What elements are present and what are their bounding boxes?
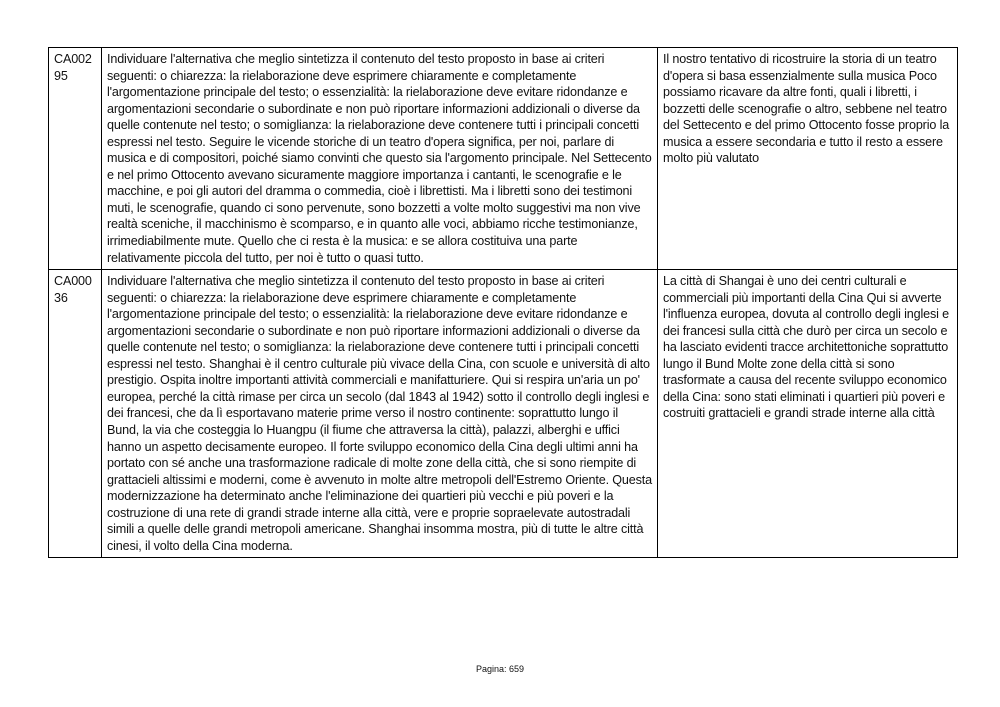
question-prompt-cell: Individuare l'alternativa che meglio sintetizza il contenuto del testo proposto in base ai criteri seguenti: o chiarezza: la rielaborazione deve esprimere chiaramente e completamente l'argomentazione principale del testo; o essenzialità: la rielaborazione deve evitare ridondanze e argomentazioni secondarie o subordinate e non può riportare informazioni addizionali o diverse da quelle contenute nel testo; o somiglianza: la rielaborazione deve contenere tutti i principali concetti espressi nel testo. Shanghai è il centro culturale più vivace della Cina, con scuole e università di alto prestigio. Ospita inoltre importanti attività commerciali e manifatturiere. Qui si respira un'aria un po' europea, perché la città rimase per circa un secolo (dal 1843 al 1942) sotto il controllo degli inglesi e dei francesi, che da lì esportavano materie prime verso il nostro continente: soprattutto lungo il Bund, la via che costeggia lo Huangpu (il fiume che attraversa la città), palazzi, alberghi e uffici hanno un aspetto decisamente europeo. Il forte sviluppo economico della Cina degli ultimi anni ha portato con sé anche una trasformazione radicale di molte zone della città, che si sono riempite di grattacieli altissimi e moderni, come è avvenuto in molte altre metropoli dell'Estremo Oriente. Questa modernizzazione ha determinato anche l'eliminazione dei quartieri più vecchi e più poveri e la costruzione di una rete di grandi strade interne alla città, vere e proprie sopraelevate autostradali simili a quelle delle grandi metropoli americane. Shanghai insomma mostra, più di tutte le altre città cinesi, il volto della Cina moderna. bbox=[102, 270, 658, 558]
table-row bbox=[49, 270, 958, 558]
table-row bbox=[49, 48, 958, 270]
page-number: Pagina: 659 bbox=[475, 664, 525, 674]
question-id-cell: CA00295 bbox=[49, 48, 102, 270]
question-prompt-cell: Individuare l'alternativa che meglio sintetizza il contenuto del testo proposto in base ai criteri seguenti: o chiarezza: la rielaborazione deve esprimere chiaramente e completamente l'argomentazione principale del testo; o essenzialità: la rielaborazione deve evitare ridondanze e argomentazioni secondarie o subordinate e non può riportare informazioni addizionali o diverse da quelle contenute nel testo; o somiglianza: la rielaborazione deve contenere tutti i principali concetti espressi nel testo. Seguire le vicende storiche di un teatro d'opera significa, per noi, parlare di musica e di compositori, poiché siamo convinti che questo sia l'argomento principale. Nel Settecento e nel primo Ottocento avevano sicuramente maggiore importanza i cantanti, le scenografie e le macchine, e poi gli autori del dramma o commedia, cioè i librettisti. Ma i libretti sono dei testimoni muti, le scenografie, quando ci sono pervenute, sono bozzetti a volte molto suggestivi ma non vive realtà sceniche, il macchinismo è scomparso, e in quanto alle voci, abbiamo ricche testimonianze, irrimediabilmente mute. Quello che ci resta è la musica: e se allora costituiva una parte relativamente piccola del tutto, per noi è tutto o quasi tutto. bbox=[102, 48, 658, 270]
question-id-cell: CA00036 bbox=[49, 270, 102, 558]
answer-cell: La città di Shangai è uno dei centri culturali e commerciali più importanti della Cina Qui si avverte l'influenza europea, dovuta al controllo degli inglesi e dei francesi sulla città che durò per circa un secolo e ha lasciato evidenti tracce architettoniche soprattutto lungo il Bund Molte zone della città si sono trasformate a causa del recente sviluppo economico della Cina: sono stati eliminati i quartieri più poveri e costruiti grattacieli e grandi strade interne alla città bbox=[658, 270, 958, 558]
answer-cell: Il nostro tentativo di ricostruire la storia di un teatro d'opera si basa essenzialmente sulla musica Poco possiamo ricavare da altre fonti, quali i libretti, i bozzetti delle scenografie o altro, sebbene nel teatro del Settecento e del primo Ottocento fosse proprio la musica a essere secondaria e tutto il resto a essere molto più valutato bbox=[658, 48, 958, 270]
questions-table bbox=[48, 47, 958, 558]
